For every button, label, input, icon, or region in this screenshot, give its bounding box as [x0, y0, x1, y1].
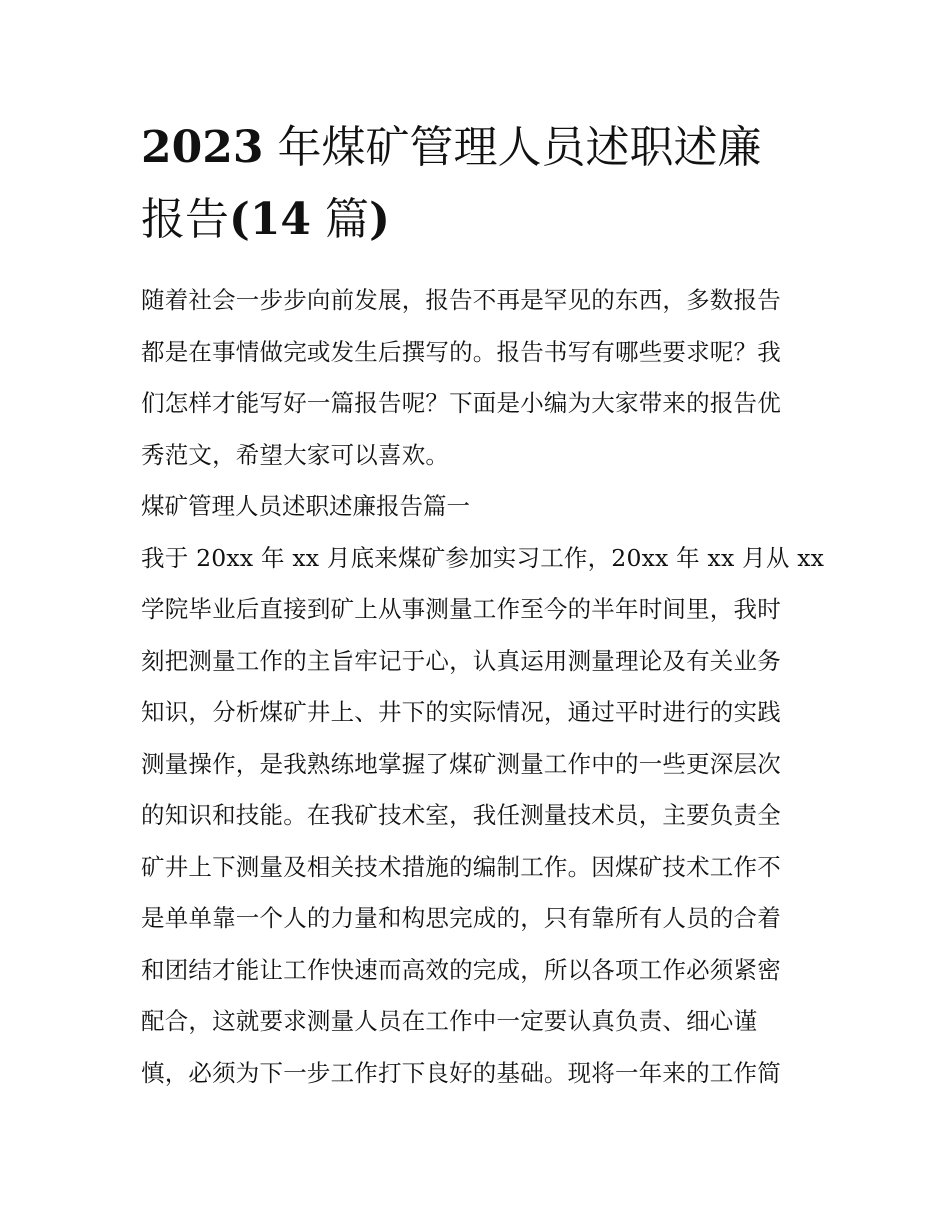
title-line-2-b: (14	[229, 194, 312, 245]
body-line: 我于 20xx 年 xx 月底来煤矿参加实习工作，20xx 年 xx 月从 xx	[141, 543, 825, 572]
body-line: 慎，必须为下一步工作打下良好的基础。现将一年来的工作简	[141, 1058, 781, 1087]
body-line: 学院毕业后直接到矿上从事测量工作至今的半年时间里，我时	[141, 595, 781, 623]
body-line: 矿井上下测量及相关技术措施的编制工作。因煤矿技术工作不	[141, 852, 781, 881]
title-line-1	[141, 112, 813, 184]
body-line: 刻把测量工作的主旨牢记于心，认真运用测量理论及有关业务	[141, 646, 781, 675]
body-line: 知识，分析煤矿井上、井下的实际情况，通过平时进行的实践	[141, 698, 781, 726]
title-line-1-text: 年煤矿管理人员述职述廉	[263, 122, 762, 173]
title-year: 2023	[141, 122, 264, 173]
document-title	[141, 112, 813, 256]
title-line-2-a: 报告	[141, 194, 229, 245]
title-line-2-d: )	[369, 194, 390, 245]
body-line: 的知识和技能。在我矿技术室，我任测量技术员，主要负责全	[141, 801, 781, 829]
intro-line: 随着社会一步步向前发展，报告不再是罕见的东西，多数报告	[141, 286, 781, 314]
body-paragraph	[141, 533, 825, 1100]
document-page	[141, 112, 825, 1099]
title-line-2-c: 篇	[311, 194, 370, 245]
body-line: 测量操作，是我熟练地掌握了煤矿测量工作中的一些更深层次	[141, 749, 781, 778]
body-line: 和团结才能让工作快速而高效的完成，所以各项工作必须紧密	[141, 955, 781, 984]
intro-line: 都是在事情做完或发生后撰写的。报告书写有哪些要求呢？我	[141, 337, 781, 366]
body-line: 是单单靠一个人的力量和构思完成的，只有靠所有人员的合着	[141, 904, 781, 932]
section-heading: 煤矿管理人员述职述廉报告篇一	[141, 492, 470, 520]
intro-line: 秀范文，希望大家可以喜欢。	[141, 440, 450, 469]
body-line: 配合，这就要求测量人员在工作中一定要认真负责、细心谨	[141, 1007, 758, 1035]
intro-paragraph	[141, 275, 813, 481]
intro-line: 们怎样才能写好一篇报告呢？下面是小编为大家带来的报告优	[141, 389, 781, 417]
title-line-2	[141, 184, 813, 256]
